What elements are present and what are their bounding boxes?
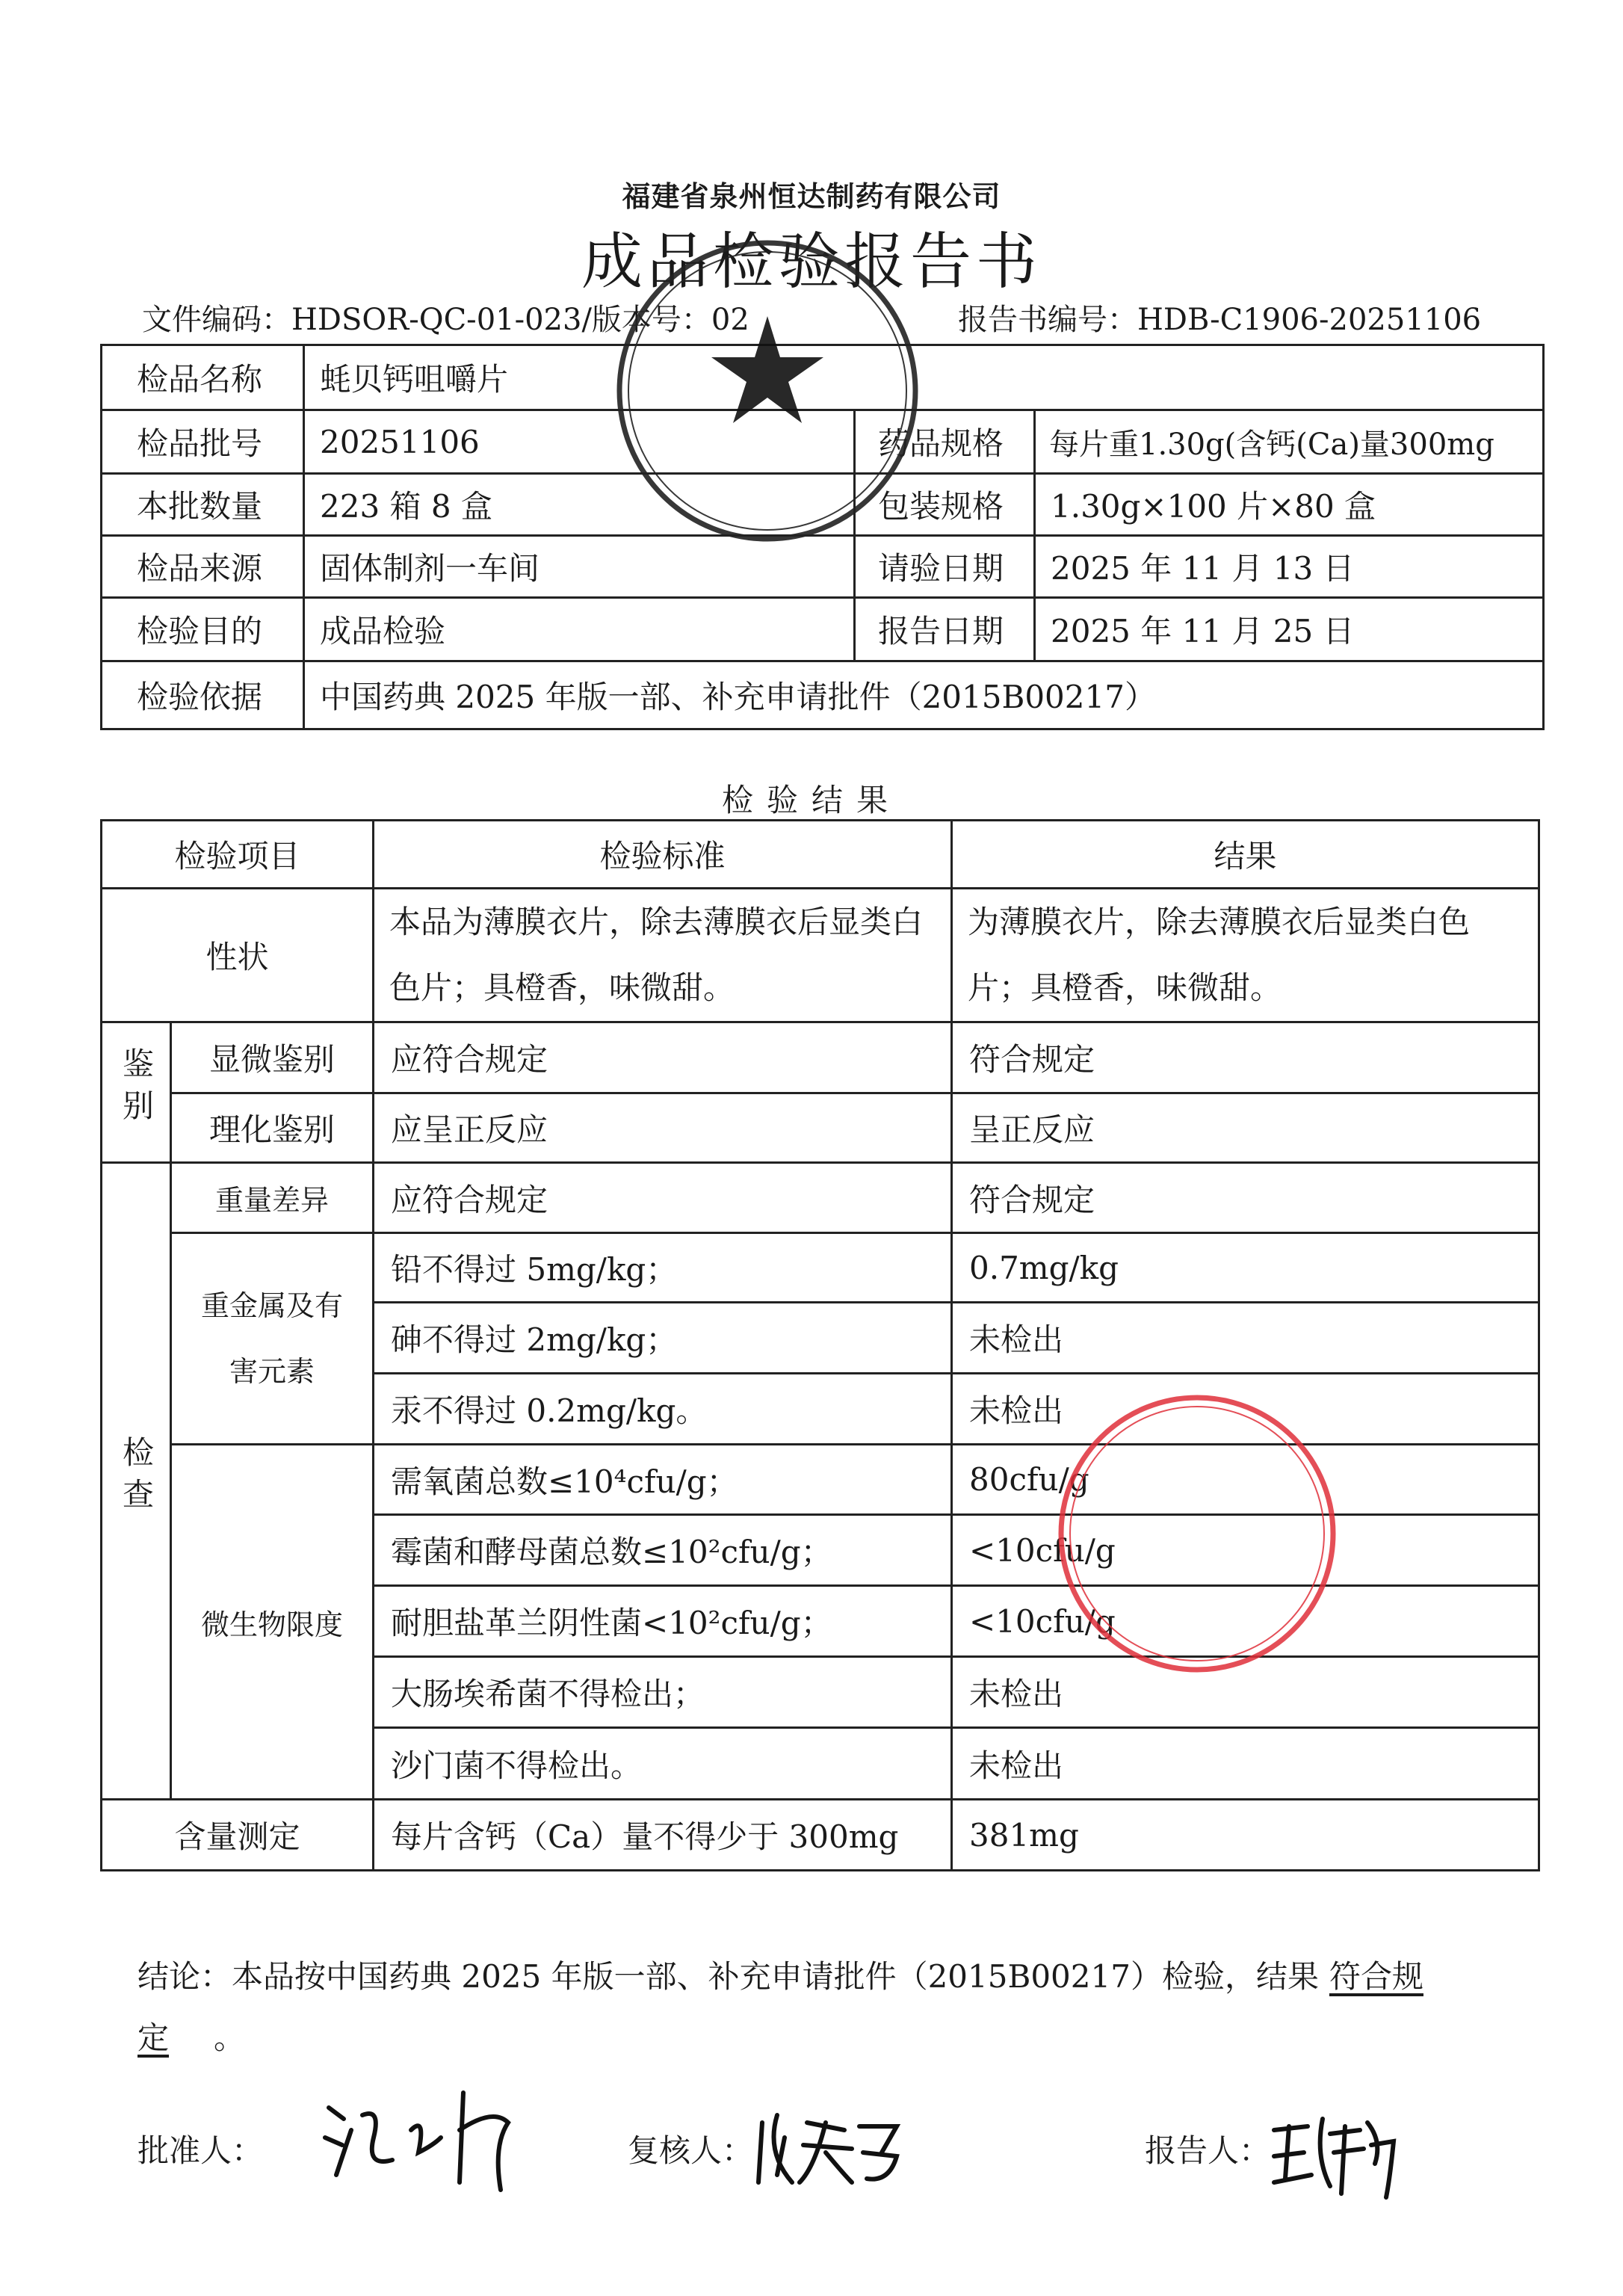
result: 符合规定 <box>952 1022 1539 1093</box>
batch-number: 20251106 <box>304 410 855 474</box>
product-spec: 每片重1.30g(含钙(Ca)量300mg <box>1035 410 1544 474</box>
table-row <box>102 1800 1539 1871</box>
conclusion-text: 结论：本品按中国药典 2025 年版一部、补充申请批件（2015B00217）检验，结果 <box>137 1958 1319 1995</box>
approver-signature <box>321 2085 531 2197</box>
standard: 本品为薄膜衣片，除去薄膜衣后显类白色片；具橙香，味微甜。 <box>374 889 952 1022</box>
standard: 沙门菌不得检出。 <box>374 1728 952 1800</box>
group-label: 鉴别 <box>118 1046 155 1131</box>
result: 未检出 <box>952 1728 1539 1800</box>
table-row <box>102 1233 1539 1303</box>
reviewer-signature <box>755 2108 904 2190</box>
document-title: 成品检验报告书 <box>581 226 1042 297</box>
standard: 汞不得过 0.2mg/kg。 <box>374 1374 952 1445</box>
reviewer-label: 复核人： <box>628 2132 754 2169</box>
column-header: 检验项目 <box>102 821 374 889</box>
item-name: 重量差异 <box>171 1163 374 1233</box>
info-row-basis <box>102 661 1544 729</box>
item-name: 显微鉴别 <box>171 1022 374 1093</box>
info-row-purpose <box>102 598 1544 661</box>
table-row <box>102 1022 1539 1093</box>
reporter-signature <box>1270 2111 1397 2201</box>
label: 检验依据 <box>102 661 304 729</box>
result: 未检出 <box>952 1657 1539 1728</box>
conclusion-result: 符合规定 <box>137 1958 1423 2056</box>
conclusion <box>137 1946 1497 2069</box>
label: 检品批号 <box>102 410 304 474</box>
results-table <box>100 819 1540 1871</box>
item-name: 性状 <box>102 889 374 1022</box>
item-name: 重金属及有害元素 <box>171 1233 374 1445</box>
item-name: 微生物限度 <box>171 1445 374 1800</box>
quality-stamp <box>1055 1392 1339 1676</box>
label: 检品来源 <box>102 536 304 598</box>
result: 381mg <box>952 1800 1539 1871</box>
result: 符合规定 <box>952 1163 1539 1233</box>
standard: 应符合规定 <box>374 1022 952 1093</box>
info-row-source <box>102 536 1544 598</box>
standard: 大肠埃希菌不得检出； <box>374 1657 952 1728</box>
label: 检验目的 <box>102 598 304 661</box>
request-date: 2025 年 11 月 13 日 <box>1035 536 1544 598</box>
report-date: 2025 年 11 月 25 日 <box>1035 598 1544 661</box>
result: <10cfu/g <box>952 1586 1539 1657</box>
result: 未检出 <box>952 1374 1539 1445</box>
inspection-purpose: 成品检验 <box>304 598 855 661</box>
conclusion-end: 。 <box>214 2019 246 2056</box>
result: 80cfu/g <box>952 1445 1539 1515</box>
standard: 砷不得过 2mg/kg； <box>374 1303 952 1374</box>
item-name: 含量测定 <box>102 1800 374 1871</box>
group-label: 检查 <box>118 1435 155 1519</box>
sample-source: 固体制剂一车间 <box>304 536 855 598</box>
inspection-stamp <box>614 238 921 544</box>
batch-quantity: 223 箱 8 盒 <box>304 474 855 536</box>
column-header: 检验标准 <box>374 821 952 889</box>
standard: 需氧菌总数≤10⁴cfu/g； <box>374 1445 952 1515</box>
label: 报告日期 <box>855 598 1035 661</box>
label: 本批数量 <box>102 474 304 536</box>
standard: 应符合规定 <box>374 1163 952 1233</box>
column-header: 结果 <box>952 821 1539 889</box>
standard: 铅不得过 5mg/kg； <box>374 1233 952 1303</box>
result: 呈正反应 <box>952 1093 1539 1163</box>
inspection-basis: 中国药典 2025 年版一部、补充申请批件（2015B00217） <box>304 661 1544 729</box>
result: 为薄膜衣片，除去薄膜衣后显类白色片；具橙香，味微甜。 <box>952 889 1539 1022</box>
product-name: 蚝贝钙咀嚼片 <box>304 345 1544 410</box>
reporter-label: 报告人： <box>1145 2132 1271 2169</box>
results-section-title: 检验结果 <box>721 782 901 818</box>
result: 未检出 <box>952 1303 1539 1374</box>
label: 药品规格 <box>855 410 1035 474</box>
report-number: 报告书编号：HDB-C1906-20251106 <box>958 303 1482 337</box>
table-row <box>102 889 1539 1022</box>
standard: 霉菌和酵母菌总数≤10²cfu/g； <box>374 1515 952 1586</box>
company-name: 福建省泉州恒达制药有限公司 <box>622 180 1001 213</box>
label: 检品名称 <box>102 345 304 410</box>
standard: 耐胆盐革兰阴性菌<10²cfu/g； <box>374 1586 952 1657</box>
standard: 应呈正反应 <box>374 1093 952 1163</box>
result: 0.7mg/kg <box>952 1233 1539 1303</box>
item-name: 理化鉴别 <box>171 1093 374 1163</box>
star-icon <box>711 316 823 423</box>
table-row <box>102 1163 1539 1233</box>
label: 包装规格 <box>855 474 1035 536</box>
table-row <box>102 1093 1539 1163</box>
approver-label: 批准人： <box>137 2132 264 2169</box>
result: <10cfu/g <box>952 1515 1539 1586</box>
packaging-spec: 1.30g×100 片×80 盒 <box>1035 474 1544 536</box>
standard: 每片含钙（Ca）量不得少于 300mg <box>374 1800 952 1871</box>
table-header-row <box>102 821 1539 889</box>
document-code: 文件编码：HDSOR-QC-01-023/版本号：02 <box>142 303 749 337</box>
label: 请验日期 <box>855 536 1035 598</box>
